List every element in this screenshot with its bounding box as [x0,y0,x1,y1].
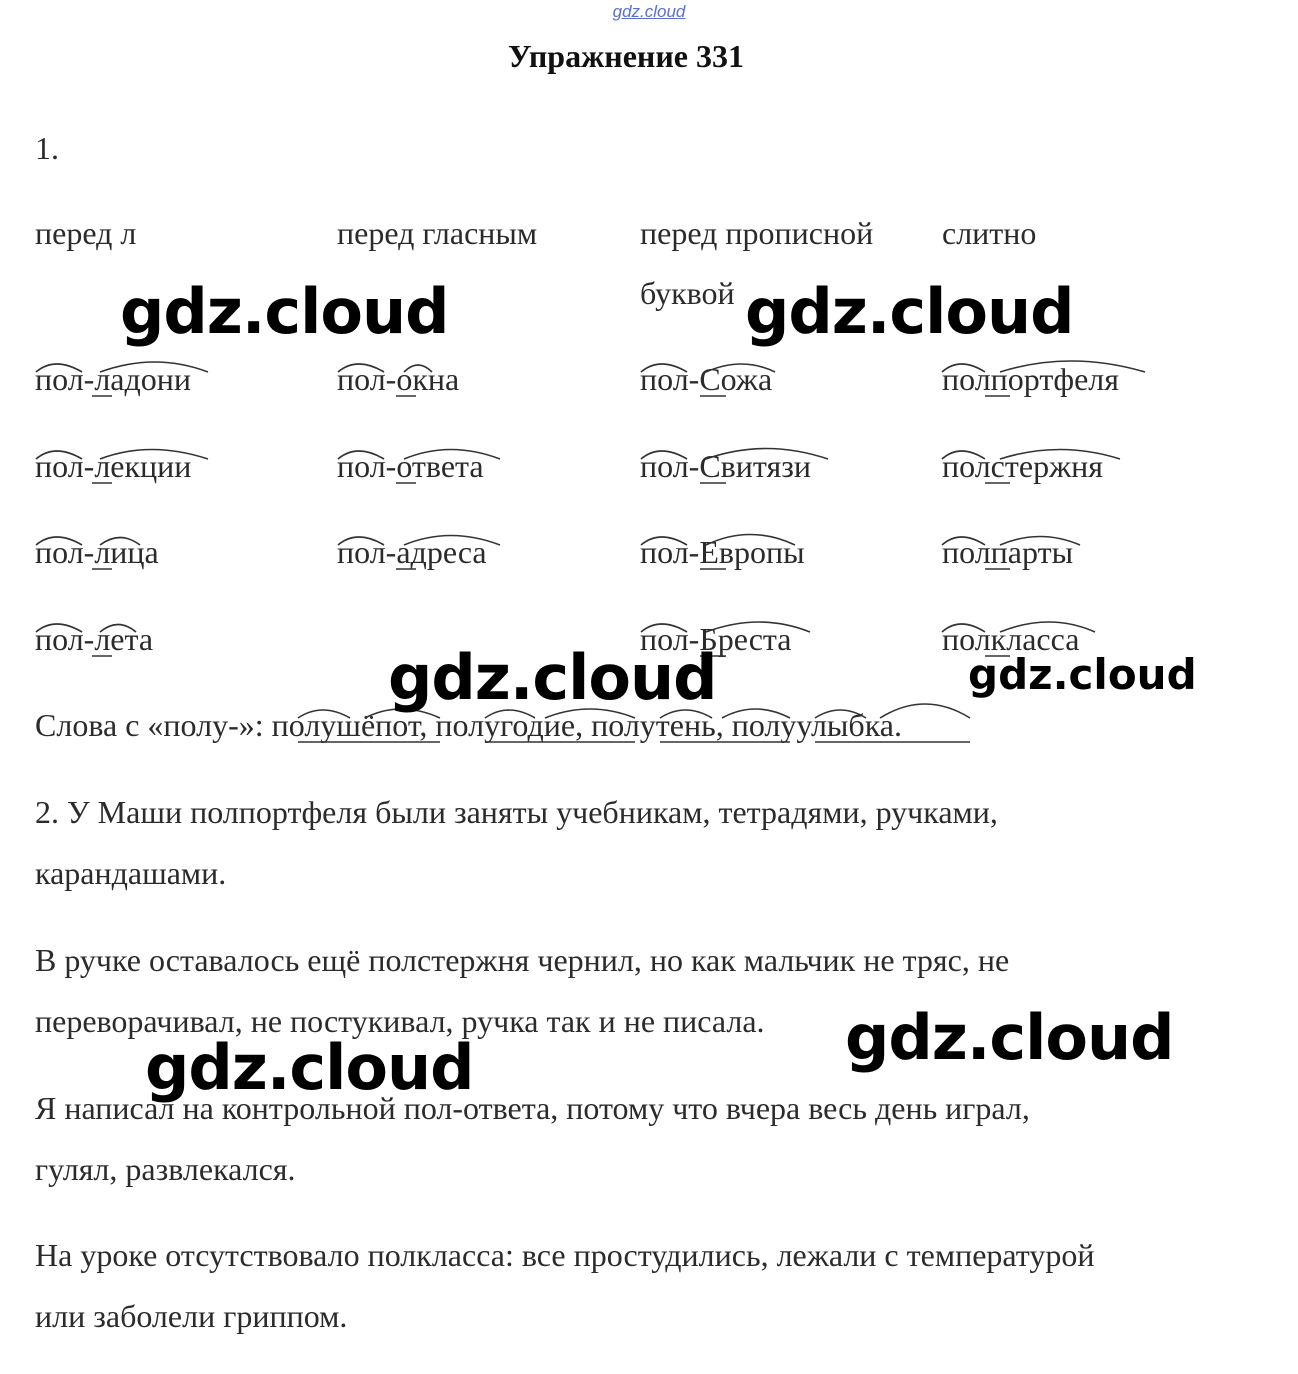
watermark-1: gdz.cloud [120,275,449,348]
sentence-3-line-2: гулял, развлекался. [35,1151,296,1187]
word-col2-row1: пол-окна [337,361,460,397]
polu-words-line: Слова с «полу-»: полушёпот, полугодие, полутень, полуулыбка. [35,707,902,743]
sentence-2-line-2: переворачивал, не постукивал, ручка так и не писала. [35,1003,765,1039]
watermark-2: gdz.cloud [745,275,1074,348]
page-title: Упражнение 331 [507,38,744,74]
header-before-capital: перед прописной [640,215,874,251]
word-col2-row2: пол-ответа [337,448,484,484]
sentence-4-line-2: или заболели гриппом. [35,1298,348,1334]
header-before-vowel: перед гласным [337,215,538,251]
word-col4-row3: полпарты [942,534,1074,570]
word-col1-row2: пол-лекции [35,448,192,484]
word-col3-row2: пол-Свитязи [640,448,811,484]
sentence-1-line-2: карандашами. [35,855,227,891]
word-col4-row2: полстержня [942,448,1104,484]
header-before-capital-line2: буквой [640,275,735,311]
task-1-number: 1. [35,130,59,166]
word-col4-row1: полпортфеля [942,361,1119,397]
sentence-1-line-1: 2. У Маши полпортфеля были заняты учебникам, тетрадями, ручками, [35,794,998,830]
sentence-4-line-1: На уроке отсутствовало полкласса: все простудились, лежали с температурой [35,1237,1095,1273]
sentence-2-line-1: В ручке оставалось ещё полстержня чернил, но как мальчик не тряс, не [35,942,1010,978]
word-col1-row3: пол-лица [35,534,159,570]
word-col3-row1: пол-Сожа [640,361,773,397]
header-before-l: перед л [35,215,137,251]
word-col3-row4: пол-Бреста [640,621,792,657]
word-col3-row3: пол-Европы [640,534,805,570]
sentence-3-line-1: Я написал на контрольной пол-ответа, потому что вчера весь день играл, [35,1090,1030,1126]
word-col2-row3: пол-адреса [337,534,487,570]
word-col1-row1: пол-ладони [35,361,192,397]
watermark-5: gdz.cloud [845,1001,1174,1074]
watermark-3: gdz.cloud [388,641,717,714]
watermark-6: gdz.cloud [145,1031,474,1104]
word-col1-row4: пол-лета [35,621,154,657]
header-together: слитно [942,215,1037,251]
watermark-4: gdz.cloud [968,650,1197,699]
word-col4-row4: полкласса [942,621,1080,657]
top-watermark-link[interactable]: gdz.cloud [612,2,686,21]
